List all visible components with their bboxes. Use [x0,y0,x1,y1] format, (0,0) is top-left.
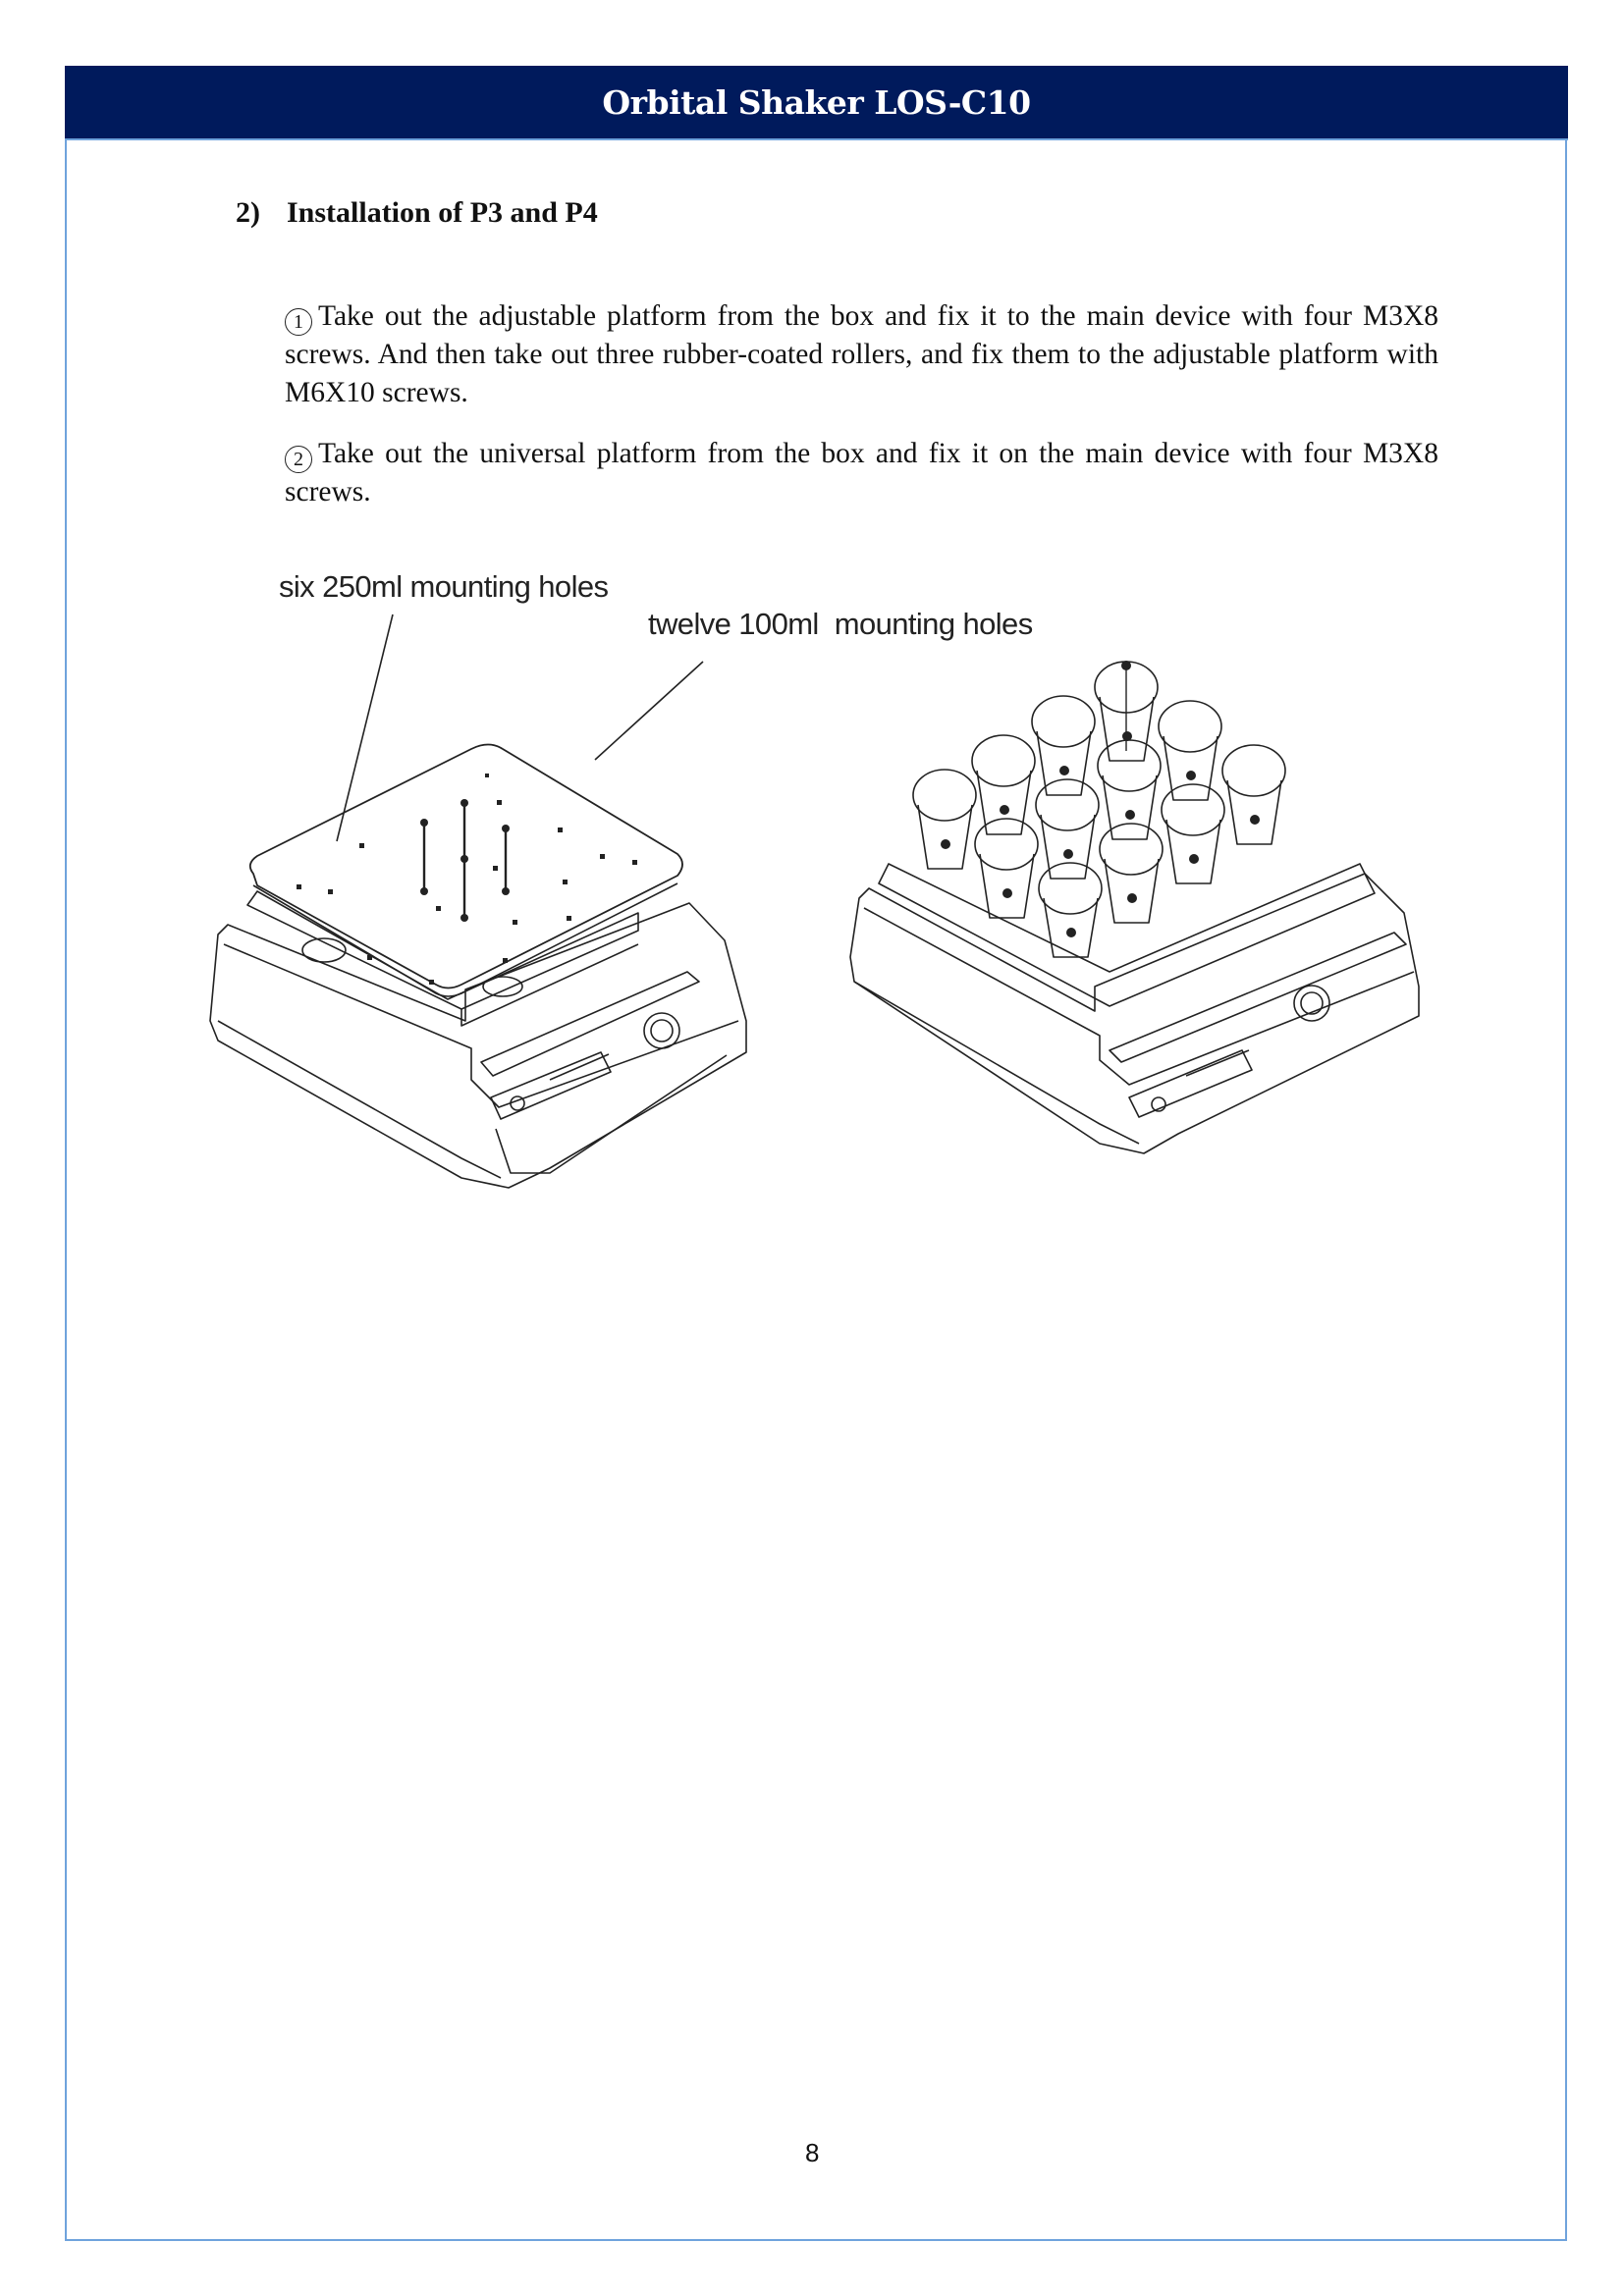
leader-line-100ml [595,662,703,760]
step-2-text: Take out the universal platform from the box and fix it on the main device with four M3X8 screws. [285,438,1438,507]
section-number: 2) [236,196,260,229]
page-number: 8 [805,2138,820,2167]
circled-number-1-icon: 1 [285,308,312,336]
flask-clamps [913,662,1285,957]
document-title: Orbital Shaker LOS-C10 [602,82,1031,122]
label-250ml-holes: six 250ml mounting holes [279,569,609,604]
step-1-text: Take out the adjustable platform from the box and fix it to the main device with four M3X8 screws. And then take out three rubber-coated rollers, and fix them to the adjustable platform with M6X10 screws. [285,300,1438,408]
leader-line-250ml [337,614,393,841]
right-shaker-drawing [850,662,1419,1153]
left-shaker-drawing [210,745,746,1189]
circled-number-2-icon: 2 [285,446,312,473]
section-title: Installation of P3 and P4 [287,196,598,229]
label-100ml-holes: twelve 100ml mounting holes [648,607,1033,641]
